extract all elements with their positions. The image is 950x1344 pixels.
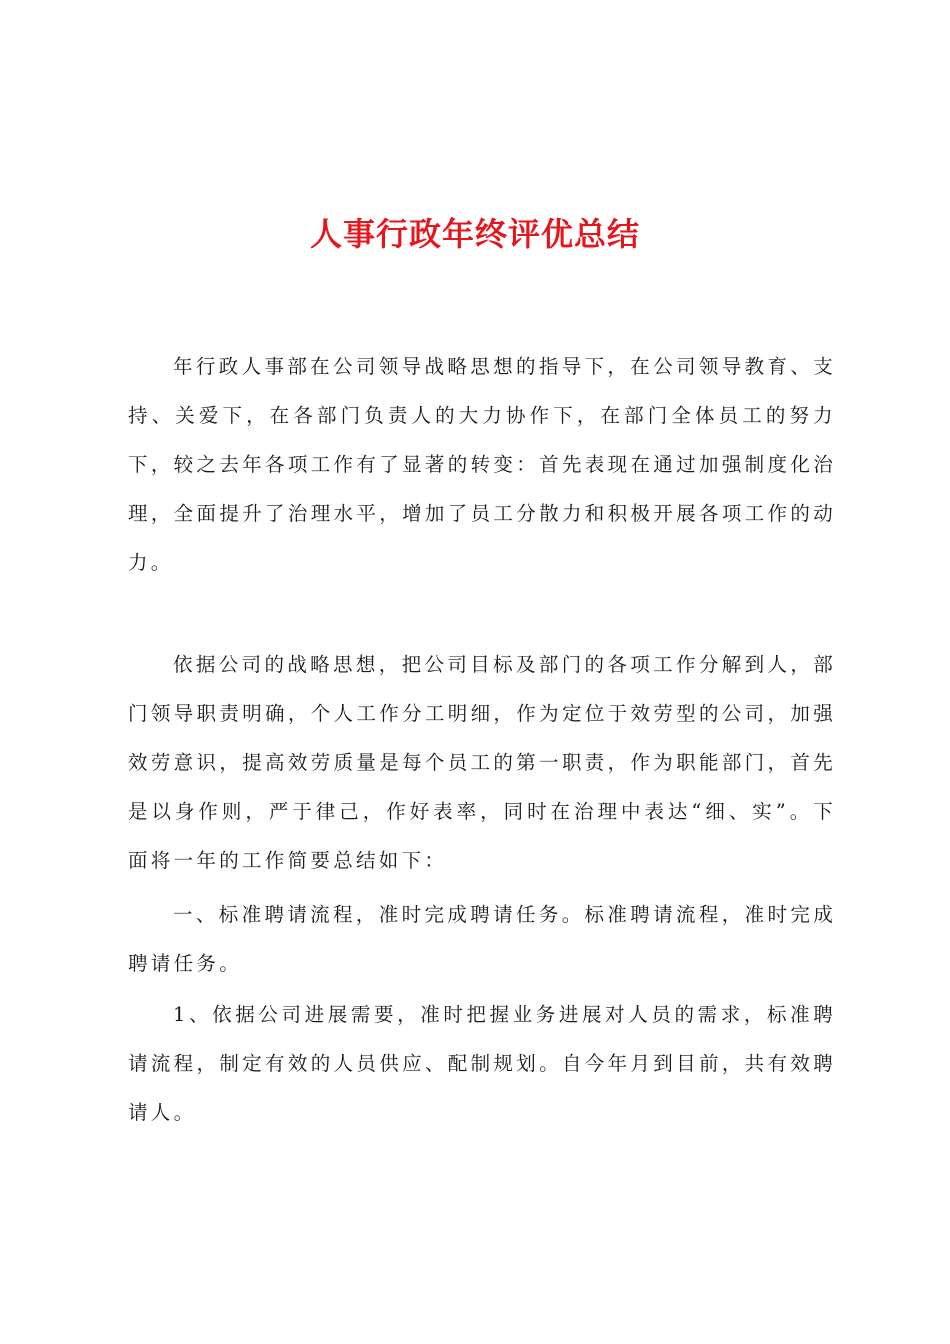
- paragraph-strategy: 依据公司的战略思想，把公司目标及部门的各项工作分解到人，部门领导职责明确，个人工作分工明细，作为定位于效劳型的公司，加强效劳意识，提高效劳质量是每个员工的第一职责，作为职能部门，首先是以身作则，严于律己，作好表率，同时在治理中表达“细、实”。下面将一年的工作简要总结如下：: [128, 653, 836, 872]
- document-title: 人事行政年终评优总结: [309, 215, 640, 253]
- paragraph-intro: 年行政人事部在公司领导战略思想的指导下，在公司领导教育、支持、关爱下，在各部门负责人的大力协作下，在部门全体员工的努力下，较之去年各项工作有了显著的转变：首先表现在通过加强制度化治理，全面提升了治理水平，增加了员工分散力和积极开展各项工作的动力。: [128, 355, 836, 574]
- section-heading-recruitment: 一、标准聘请流程，准时完成聘请任务。标准聘请流程，准时完成聘请任务。: [128, 903, 836, 975]
- paragraph-item-1: 1、依据公司进展需要，准时把握业务进展对人员的需求，标准聘请流程，制定有效的人员供应、配制规划。自今年月到目前，共有效聘请人。: [128, 1003, 836, 1124]
